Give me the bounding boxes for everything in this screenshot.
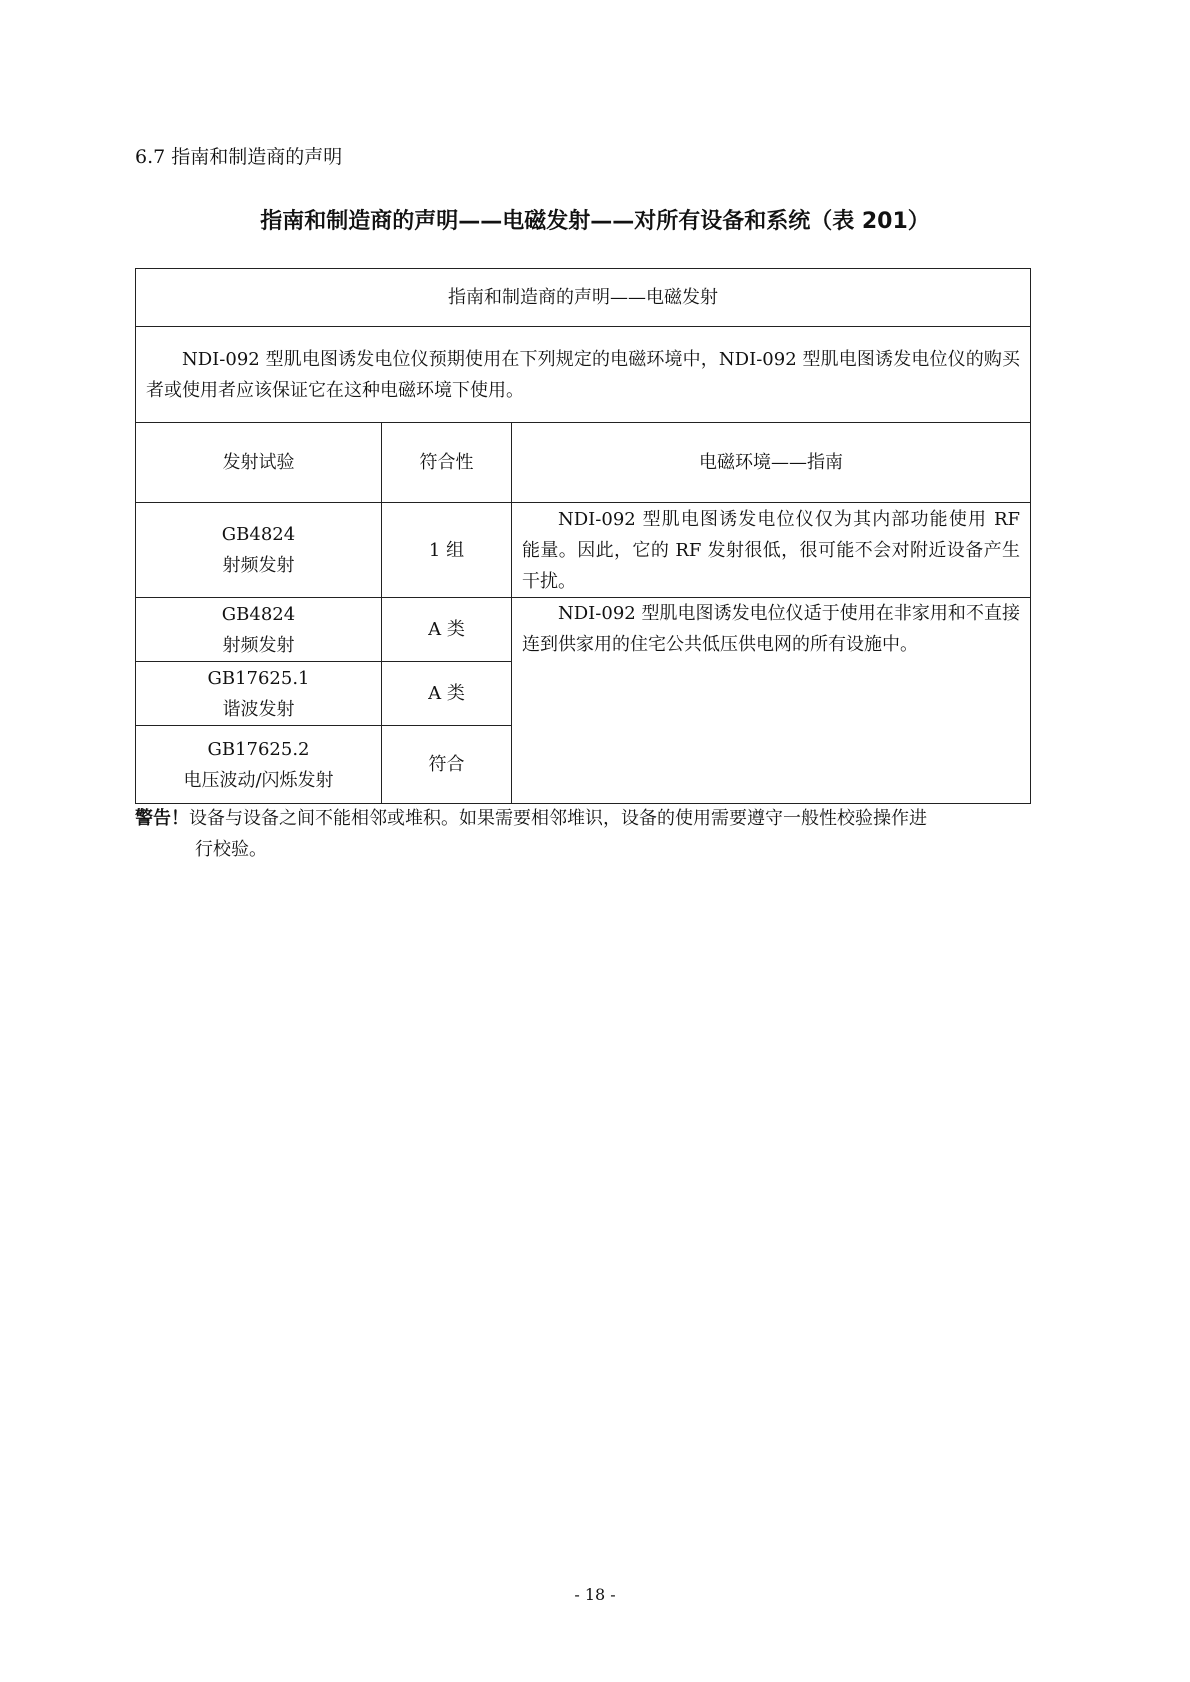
caption-row: [136, 269, 1031, 327]
test-name: 射频发射: [222, 555, 295, 576]
table-row: [136, 598, 1031, 662]
emission-table: [135, 268, 1031, 804]
test-standard: GB17625.2: [207, 738, 310, 760]
intro-cell: NDI-092 型肌电图诱发电位仪预期使用在下列规定的电磁环境中，NDI-092 型肌电图诱发电位仪的购买者或使用者应该保证它在这种电磁环境下使用。: [136, 327, 1031, 423]
table-title: 指南和制造商的声明——电磁发射——对所有设备和系统（表 201）: [260, 209, 930, 234]
test-cell: [136, 662, 382, 726]
header-test: 发射试验: [136, 423, 382, 503]
warning-note: [135, 803, 1055, 865]
compliance-cell: 符合: [382, 726, 512, 804]
compliance-cell: 1 组: [382, 503, 512, 598]
compliance-cell: A 类: [382, 598, 512, 662]
header-compliance: 符合性: [382, 423, 512, 503]
test-cell: [136, 726, 382, 804]
test-cell: [136, 598, 382, 662]
page-number: - 18 -: [574, 1585, 616, 1604]
header-guidance: 电磁环境——指南: [512, 423, 1031, 503]
test-cell: [136, 503, 382, 598]
test-standard: GB4824: [221, 603, 296, 625]
compliance-cell: A 类: [382, 662, 512, 726]
intro-row: [136, 327, 1031, 423]
test-name: 电压波动/闪烁发射: [183, 769, 334, 791]
test-standard: GB4824: [221, 524, 296, 545]
test-name: 射频发射: [222, 634, 295, 656]
header-row: [136, 423, 1031, 503]
section-heading: 6.7 指南和制造商的声明: [135, 146, 343, 168]
guidance-cell: NDI-092 型肌电图诱发电位仪仅为其内部功能使用 RF 能量。因此，它的 RF 发射很低，很可能不会对附近设备产生干扰。: [512, 503, 1031, 598]
caption-cell: 指南和制造商的声明——电磁发射: [136, 269, 1031, 327]
warning-label: 警告！: [135, 808, 189, 829]
test-name: 谐波发射: [222, 698, 295, 720]
test-standard: GB17625.1: [207, 667, 310, 689]
table-row: [136, 503, 1031, 598]
guidance-cell: NDI-092 型肌电图诱发电位仪适于使用在非家用和不直接连到供家用的住宅公共低压供电网的所有设施中。: [512, 598, 1031, 804]
warning-text: 设备与设备之间不能相邻或堆积。如果需要相邻堆识，设备的使用需要遵守一般性校验操作进: [189, 808, 927, 829]
warning-line-2: 行校验。: [195, 839, 267, 860]
warning-line-1: [135, 803, 1055, 834]
